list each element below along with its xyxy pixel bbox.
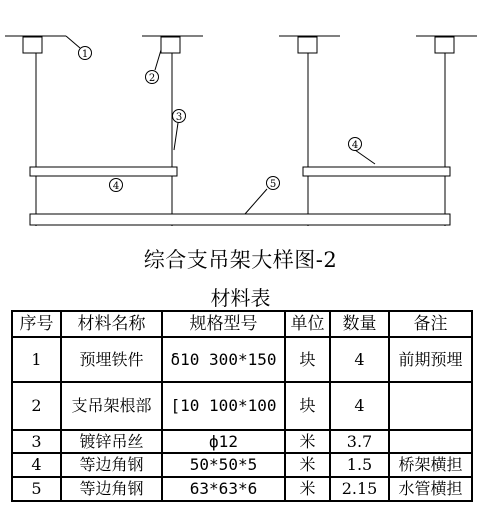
- table-row: [12, 382, 472, 430]
- table-row: [12, 477, 472, 501]
- cell-index: 1: [12, 337, 61, 382]
- cell-unit: 块: [285, 337, 330, 382]
- cell-quantity: 4: [330, 382, 389, 430]
- leader-2: [155, 50, 161, 70]
- cell-spec: 63*63*6: [162, 477, 285, 501]
- cell-quantity: 4: [330, 337, 389, 382]
- cell-spec: 50*50*5: [162, 453, 285, 477]
- embedded-plate-2: [142, 36, 203, 53]
- drawing-title: 综合支吊架大样图-2: [143, 248, 338, 272]
- header-remark: 备注: [389, 311, 472, 337]
- cell-remark: [389, 430, 472, 453]
- table-row: [12, 337, 472, 382]
- materials-table: [11, 310, 473, 502]
- cell-index: 5: [12, 477, 61, 501]
- header-quantity: 数量: [330, 311, 389, 337]
- table-title: 材料表: [210, 286, 271, 310]
- pipe-crossarm: [30, 214, 450, 225]
- table-row: [12, 430, 472, 453]
- header-material-name: 材料名称: [61, 311, 162, 337]
- cell-material-name: 等边角钢: [61, 477, 162, 501]
- header-index: 序号: [12, 311, 61, 337]
- callout-5: [267, 177, 280, 191]
- svg-text:1: 1: [81, 49, 89, 60]
- leader-1: [66, 36, 80, 48]
- cell-remark: 前期预埋: [389, 337, 472, 382]
- cell-unit: 米: [285, 477, 330, 501]
- cell-quantity: 2.15: [330, 477, 389, 501]
- cell-material-name: 支吊架根部: [61, 382, 162, 430]
- cell-unit: 米: [285, 430, 330, 453]
- cell-index: 3: [12, 430, 61, 453]
- header-unit: 单位: [285, 311, 330, 337]
- header-spec: 规格型号: [162, 311, 285, 337]
- cell-quantity: 3.7: [330, 430, 389, 453]
- svg-text:5: 5: [269, 179, 277, 190]
- svg-text:3: 3: [175, 112, 183, 123]
- cell-spec: [10 100*100: [162, 382, 285, 430]
- cell-remark: 桥架横担: [389, 453, 472, 477]
- cell-material-name: 预埋铁件: [61, 337, 162, 382]
- table-row: [12, 453, 472, 477]
- tray-crossarm-left: [30, 167, 177, 176]
- cell-spec: δ10 300*150: [162, 337, 285, 382]
- cell-spec: ф12: [162, 430, 285, 453]
- hanger-support-drawing: [0, 0, 481, 240]
- svg-text:4: 4: [351, 140, 359, 151]
- leader-5: [245, 189, 267, 214]
- callout-2: [146, 71, 159, 85]
- leader-3: [174, 123, 178, 150]
- cell-unit: 块: [285, 382, 330, 430]
- cell-remark: 水管横担: [389, 477, 472, 501]
- cell-index: 2: [12, 382, 61, 430]
- cell-quantity: 1.5: [330, 453, 389, 477]
- cell-material-name: 镀锌吊丝: [61, 430, 162, 453]
- tray-crossarm-right: [303, 167, 450, 176]
- callout-4-left: [110, 179, 123, 193]
- cell-material-name: 等边角钢: [61, 453, 162, 477]
- embedded-plate-1: [5, 36, 66, 53]
- svg-text:4: 4: [112, 181, 120, 192]
- cell-unit: 米: [285, 453, 330, 477]
- callout-1: [79, 47, 92, 61]
- cell-index: 4: [12, 453, 61, 477]
- callout-3: [173, 110, 186, 124]
- cell-remark: [389, 382, 472, 430]
- callout-4-right: [349, 138, 362, 152]
- embedded-plate-3: [279, 36, 340, 53]
- leader-4a: [355, 150, 375, 164]
- svg-text:2: 2: [148, 73, 156, 84]
- table-header-row: [12, 311, 472, 337]
- embedded-plate-4: [416, 36, 477, 53]
